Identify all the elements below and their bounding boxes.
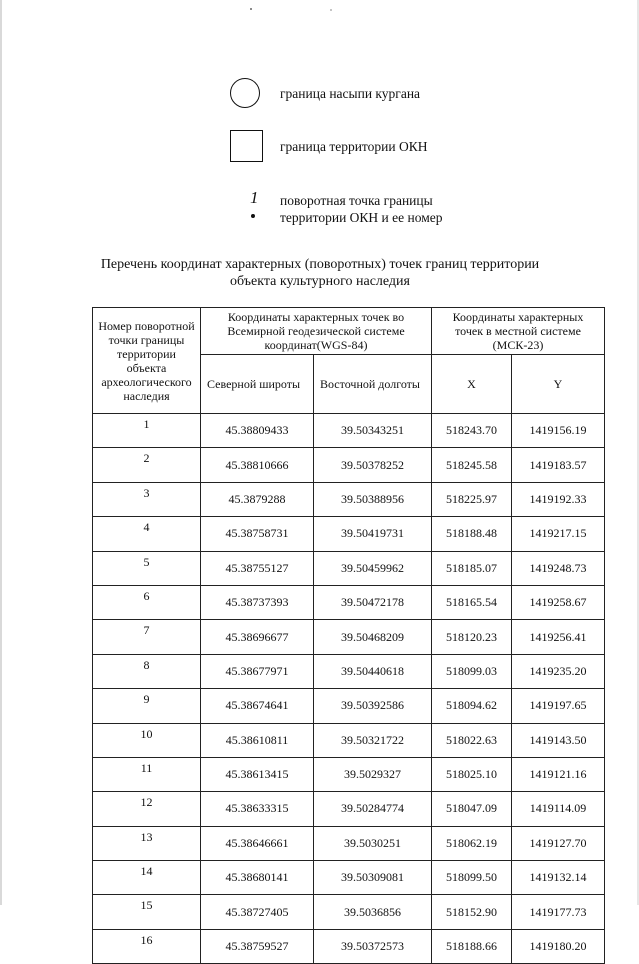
coordinates-table bbox=[92, 307, 605, 964]
table-row bbox=[93, 585, 605, 619]
header-y: Y bbox=[512, 355, 605, 414]
latitude-cell: 45.3879288 bbox=[201, 482, 314, 516]
x-cell: 518188.48 bbox=[432, 517, 512, 551]
y-cell: 1419192.33 bbox=[512, 482, 605, 516]
coordinates-list-title bbox=[60, 256, 580, 290]
y-cell: 1419127.70 bbox=[512, 826, 605, 860]
legend-square-label: граница территории ОКН bbox=[280, 138, 428, 154]
point-number-cell: 10 bbox=[93, 723, 201, 757]
scan-left-edge bbox=[0, 0, 2, 905]
table-row bbox=[93, 826, 605, 860]
x-cell: 518185.07 bbox=[432, 551, 512, 585]
longitude-cell: 39.50419731 bbox=[314, 517, 432, 551]
table-row bbox=[93, 929, 605, 963]
point-number-cell: 6 bbox=[93, 585, 201, 619]
longitude-cell: 39.50343251 bbox=[314, 414, 432, 448]
y-cell: 1419132.14 bbox=[512, 861, 605, 895]
table-row bbox=[93, 482, 605, 516]
table-row bbox=[93, 517, 605, 551]
coordinates-table-body bbox=[93, 414, 605, 964]
x-cell: 518047.09 bbox=[432, 792, 512, 826]
table-row bbox=[93, 723, 605, 757]
longitude-cell: 39.50392586 bbox=[314, 689, 432, 723]
y-cell: 1419121.16 bbox=[512, 757, 605, 791]
table-row bbox=[93, 414, 605, 448]
x-cell: 518094.62 bbox=[432, 689, 512, 723]
header-wgs84: Координаты характерных точек во Всемирной геодезической системе координат(WGS-84) bbox=[201, 308, 432, 355]
table-row bbox=[93, 895, 605, 929]
y-cell: 1419258.67 bbox=[512, 585, 605, 619]
longitude-cell: 39.50378252 bbox=[314, 448, 432, 482]
point-number-cell: 2 bbox=[93, 448, 201, 482]
header-east-longitude: Восточной долготы bbox=[314, 355, 432, 414]
point-number-cell: 14 bbox=[93, 861, 201, 895]
x-cell: 518225.97 bbox=[432, 482, 512, 516]
point-number-cell: 16 bbox=[93, 929, 201, 963]
longitude-cell: 39.50472178 bbox=[314, 585, 432, 619]
point-number-cell: 4 bbox=[93, 517, 201, 551]
latitude-cell: 45.38809433 bbox=[201, 414, 314, 448]
point-number-cell: 12 bbox=[93, 792, 201, 826]
latitude-cell: 45.38680141 bbox=[201, 861, 314, 895]
turning-point-number: 1 bbox=[250, 188, 259, 207]
y-cell: 1419256.41 bbox=[512, 620, 605, 654]
latitude-cell: 45.38727405 bbox=[201, 895, 314, 929]
point-number-cell: 1 bbox=[93, 414, 201, 448]
y-cell: 1419177.73 bbox=[512, 895, 605, 929]
point-number-cell: 9 bbox=[93, 689, 201, 723]
header-x: X bbox=[432, 355, 512, 414]
legend-point-label-line1: поворотная точка границы bbox=[280, 193, 433, 208]
turning-point-icon bbox=[230, 188, 264, 226]
table-row bbox=[93, 689, 605, 723]
x-cell: 518165.54 bbox=[432, 585, 512, 619]
point-number-cell: 13 bbox=[93, 826, 201, 860]
point-number-cell: 11 bbox=[93, 757, 201, 791]
longitude-cell: 39.50468209 bbox=[314, 620, 432, 654]
longitude-cell: 39.50388956 bbox=[314, 482, 432, 516]
table-row bbox=[93, 757, 605, 791]
point-number-cell: 3 bbox=[93, 482, 201, 516]
legend-point-label bbox=[280, 192, 443, 226]
x-cell: 518188.66 bbox=[432, 929, 512, 963]
latitude-cell: 45.38737393 bbox=[201, 585, 314, 619]
y-cell: 1419143.50 bbox=[512, 723, 605, 757]
y-cell: 1419197.65 bbox=[512, 689, 605, 723]
header-north-latitude: Северной широты bbox=[201, 355, 314, 414]
longitude-cell: 39.5029327 bbox=[314, 757, 432, 791]
x-cell: 518099.50 bbox=[432, 861, 512, 895]
longitude-cell: 39.5030251 bbox=[314, 826, 432, 860]
turning-point-dot-icon bbox=[251, 214, 255, 218]
latitude-cell: 45.38633315 bbox=[201, 792, 314, 826]
legend-circle-row bbox=[230, 78, 420, 108]
x-cell: 518022.63 bbox=[432, 723, 512, 757]
latitude-cell: 45.38677971 bbox=[201, 654, 314, 688]
y-cell: 1419183.57 bbox=[512, 448, 605, 482]
header-msk23: Координаты характерных точек в местной системе (МСК-23) bbox=[432, 308, 605, 355]
longitude-cell: 39.50309081 bbox=[314, 861, 432, 895]
y-cell: 1419217.15 bbox=[512, 517, 605, 551]
scan-speck bbox=[330, 9, 332, 11]
title-line1: Перечень координат характерных (поворотных) точек границ территории bbox=[100, 257, 540, 272]
y-cell: 1419114.09 bbox=[512, 792, 605, 826]
longitude-cell: 39.50321722 bbox=[314, 723, 432, 757]
latitude-cell: 45.38758731 bbox=[201, 517, 314, 551]
y-cell: 1419180.20 bbox=[512, 929, 605, 963]
x-cell: 518099.03 bbox=[432, 654, 512, 688]
point-number-cell: 7 bbox=[93, 620, 201, 654]
longitude-cell: 39.5036856 bbox=[314, 895, 432, 929]
table-row bbox=[93, 861, 605, 895]
x-cell: 518152.90 bbox=[432, 895, 512, 929]
point-number-cell: 8 bbox=[93, 654, 201, 688]
longitude-cell: 39.50459962 bbox=[314, 551, 432, 585]
x-cell: 518243.70 bbox=[432, 414, 512, 448]
table-row bbox=[93, 448, 605, 482]
latitude-cell: 45.38646661 bbox=[201, 826, 314, 860]
latitude-cell: 45.38696677 bbox=[201, 620, 314, 654]
x-cell: 518245.58 bbox=[432, 448, 512, 482]
table-row bbox=[93, 654, 605, 688]
latitude-cell: 45.38759527 bbox=[201, 929, 314, 963]
legend-point-row bbox=[230, 188, 443, 226]
territory-boundary-square-icon bbox=[230, 130, 263, 162]
table-row bbox=[93, 551, 605, 585]
legend-circle-label: граница насыпи кургана bbox=[280, 85, 421, 101]
latitude-cell: 45.38755127 bbox=[201, 551, 314, 585]
table-row bbox=[93, 620, 605, 654]
latitude-cell: 45.38674641 bbox=[201, 689, 314, 723]
legend-square-row bbox=[230, 130, 428, 162]
latitude-cell: 45.38810666 bbox=[201, 448, 314, 482]
longitude-cell: 39.50372573 bbox=[314, 929, 432, 963]
scan-speck bbox=[250, 8, 252, 10]
latitude-cell: 45.38613415 bbox=[201, 757, 314, 791]
title-line2: объекта культурного наследия bbox=[230, 274, 410, 289]
mound-boundary-circle-icon bbox=[230, 78, 260, 108]
y-cell: 1419156.19 bbox=[512, 414, 605, 448]
y-cell: 1419248.73 bbox=[512, 551, 605, 585]
point-number-cell: 15 bbox=[93, 895, 201, 929]
x-cell: 518062.19 bbox=[432, 826, 512, 860]
header-point-number: Номер поворотной точки границы территории объекта археологического наследия bbox=[93, 308, 201, 414]
longitude-cell: 39.50284774 bbox=[314, 792, 432, 826]
x-cell: 518120.23 bbox=[432, 620, 512, 654]
point-number-cell: 5 bbox=[93, 551, 201, 585]
x-cell: 518025.10 bbox=[432, 757, 512, 791]
table-row bbox=[93, 792, 605, 826]
legend-point-label-line2: территории ОКН и ее номер bbox=[280, 210, 443, 225]
latitude-cell: 45.38610811 bbox=[201, 723, 314, 757]
y-cell: 1419235.20 bbox=[512, 654, 605, 688]
longitude-cell: 39.50440618 bbox=[314, 654, 432, 688]
